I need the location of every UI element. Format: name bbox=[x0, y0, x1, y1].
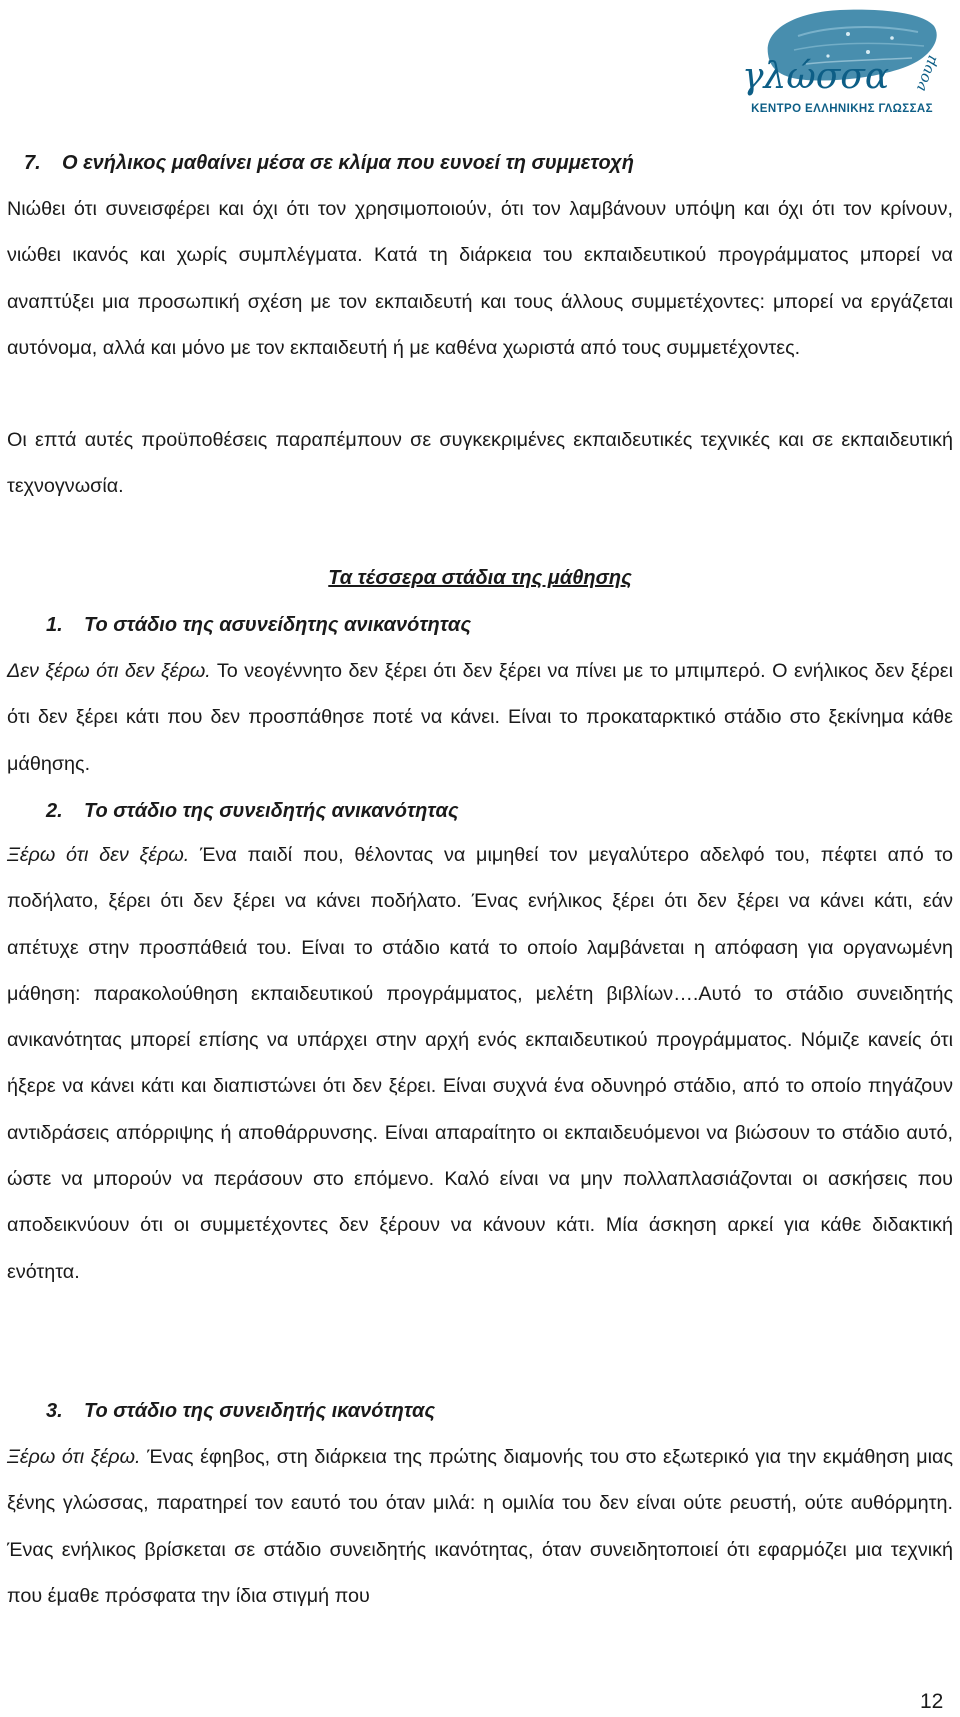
stage-2-paragraph bbox=[7, 832, 953, 1295]
stage-2-number: 2. bbox=[46, 800, 63, 822]
stage-1-lead: Δεν ξέρω ότι δεν ξέρω. bbox=[7, 660, 211, 682]
page-number: 12 bbox=[920, 1690, 944, 1713]
stage-2-heading-text: Το στάδιο της συνειδητής ανικανότητας bbox=[84, 800, 459, 822]
section-7-paragraph: Νιώθει ότι συνεισφέρει και όχι ότι τον χρησιμοποιούν, ότι τον λαμβάνουν υπόψη και όχι ότι τον κρίνουν, νιώθει ικανός και χωρίς συμπλέγματα. Κατά τη διάρκεια του εκπαιδευτικού προγράμματος μπορεί να αναπτύξει μια προσωπική σχέση με τον εκπαιδευτή και τους άλλους συμμετέχοντες: μπορεί να εργάζεται αυτόνομα, αλλά και μόνο με τον εκπαιδευτή ή με καθένα χωριστά από τους συμμετέχοντες. bbox=[7, 198, 953, 359]
stage-3-lead: Ξέρω ότι ξέρω. bbox=[7, 1446, 141, 1468]
section-7-conclusion: Οι επτά αυτές προϋποθέσεις παραπέμπουν σε συγκεκριμένες εκπαιδευτικές τεχνικές και σε εκπαιδευτική τεχνογνωσία. bbox=[7, 429, 953, 498]
stages-title: Τα τέσσερα στάδια της μάθησης bbox=[328, 567, 632, 589]
section-7-heading-text: Ο ενήλικος μαθαίνει μέσα σε κλίμα που ευνοεί τη συμμετοχή bbox=[62, 152, 634, 174]
logo-graphic bbox=[728, 6, 956, 102]
section-7-number: 7. bbox=[24, 152, 41, 174]
stage-2-heading bbox=[46, 800, 459, 823]
logo-script-text: γλώσσα bbox=[742, 56, 890, 97]
stage-3-text: Ένας έφηβος, στη διάρκεια της πρώτης διαμονής του στο εξωτερικό για την εκμάθηση μιας ξένης γλώσσας, παρατηρεί τον εαυτό του όταν μιλά: η ομιλία του δεν είναι ούτε ρευστή, ούτε αυθόρμητη. Ένας ενήλικος βρίσκεται σε στάδιο συνειδητής ικανότητας, όταν συνειδητοποιεί ότι εφαρμόζει μια τεχνική που έμαθε πρόσφατα την ίδια στιγμή που bbox=[7, 1446, 953, 1607]
stage-3-heading bbox=[46, 1400, 435, 1423]
stage-2-text: Ένα παιδί που, θέλοντας να μιμηθεί τον μεγαλύτερο αδελφό του, πέφτει από το ποδήλατο, ξέρει ότι δεν ξέρει να κάνει ποδήλατο. Ένας ενήλικος ξέρει ότι δεν ξέρει να κάνει κάτι, εάν απέτυχε στην προσπάθειά του. Είναι το στάδιο κατά το οποίο λαμβάνεται η απόφαση για οργανωμένη μάθηση: παρακολούθηση εκπαιδευτικού προγράμματος, μελέτη βιβλίων….Αυτό το στάδιο συνειδητής ανικανότητας μπορεί επίσης να υπάρχει στην αρχή ενός εκπαιδευτικού προγράμματος. Νόμιζε κανείς ότι ήξερε να κάνει κάτι και διαπιστώνει ότι δεν ξέρει. Είναι συχνά ένα οδυνηρό στάδιο, από το οποίο πηγάζουν αντιδράσεις απόρριψης ή αποθάρρυνσης. Είναι απαραίτητο οι εκπαιδευόμενοι να βιώσουν το στάδιο αυτό, ώστε να μπορούν να περάσουν στο επόμενο. Καλό είναι να μην πολλαπλασιάζονται οι ασκήσεις που αποδεικνύουν ότι οι συμμετέχοντες δεν ξέρουν να κάνουν κάτι. Μία άσκηση αρκεί για κάθε διδακτική ενότητα. bbox=[7, 844, 953, 1283]
stage-3-heading-text: Το στάδιο της συνειδητής ικανότητας bbox=[84, 1400, 436, 1422]
kentro-ellinikis-glossas-logo bbox=[728, 6, 956, 118]
stage-2-lead: Ξέρω ότι δεν ξέρω. bbox=[7, 844, 190, 866]
stage-1-heading-text: Το στάδιο της ασυνείδητης ανικανότητας bbox=[84, 614, 471, 636]
section-7-heading bbox=[24, 152, 634, 175]
stage-3-number: 3. bbox=[46, 1400, 63, 1422]
stage-1-number: 1. bbox=[46, 614, 63, 636]
logo-side-text: νουμ bbox=[910, 52, 941, 94]
stage-1-text: Το νεογέννητο δεν ξέρει ότι δεν ξέρει να πίνει με το μπιμπερό. Ο ενήλικος δεν ξέρει ότι δεν ξέρει κάτι που δεν προσπάθησε ποτέ να κάνει. Είναι το προκαταρκτικό στάδιο στο ξεκίνημα κάθε μάθησης. bbox=[7, 660, 953, 775]
stage-3-paragraph bbox=[7, 1434, 953, 1619]
stage-1-paragraph bbox=[7, 648, 953, 787]
stage-1-heading bbox=[46, 614, 471, 637]
logo-subtitle: ΚΕΝΤΡΟ ΕΛΛΗΝΙΚΗΣ ΓΛΩΣΣΑΣ bbox=[751, 103, 933, 115]
